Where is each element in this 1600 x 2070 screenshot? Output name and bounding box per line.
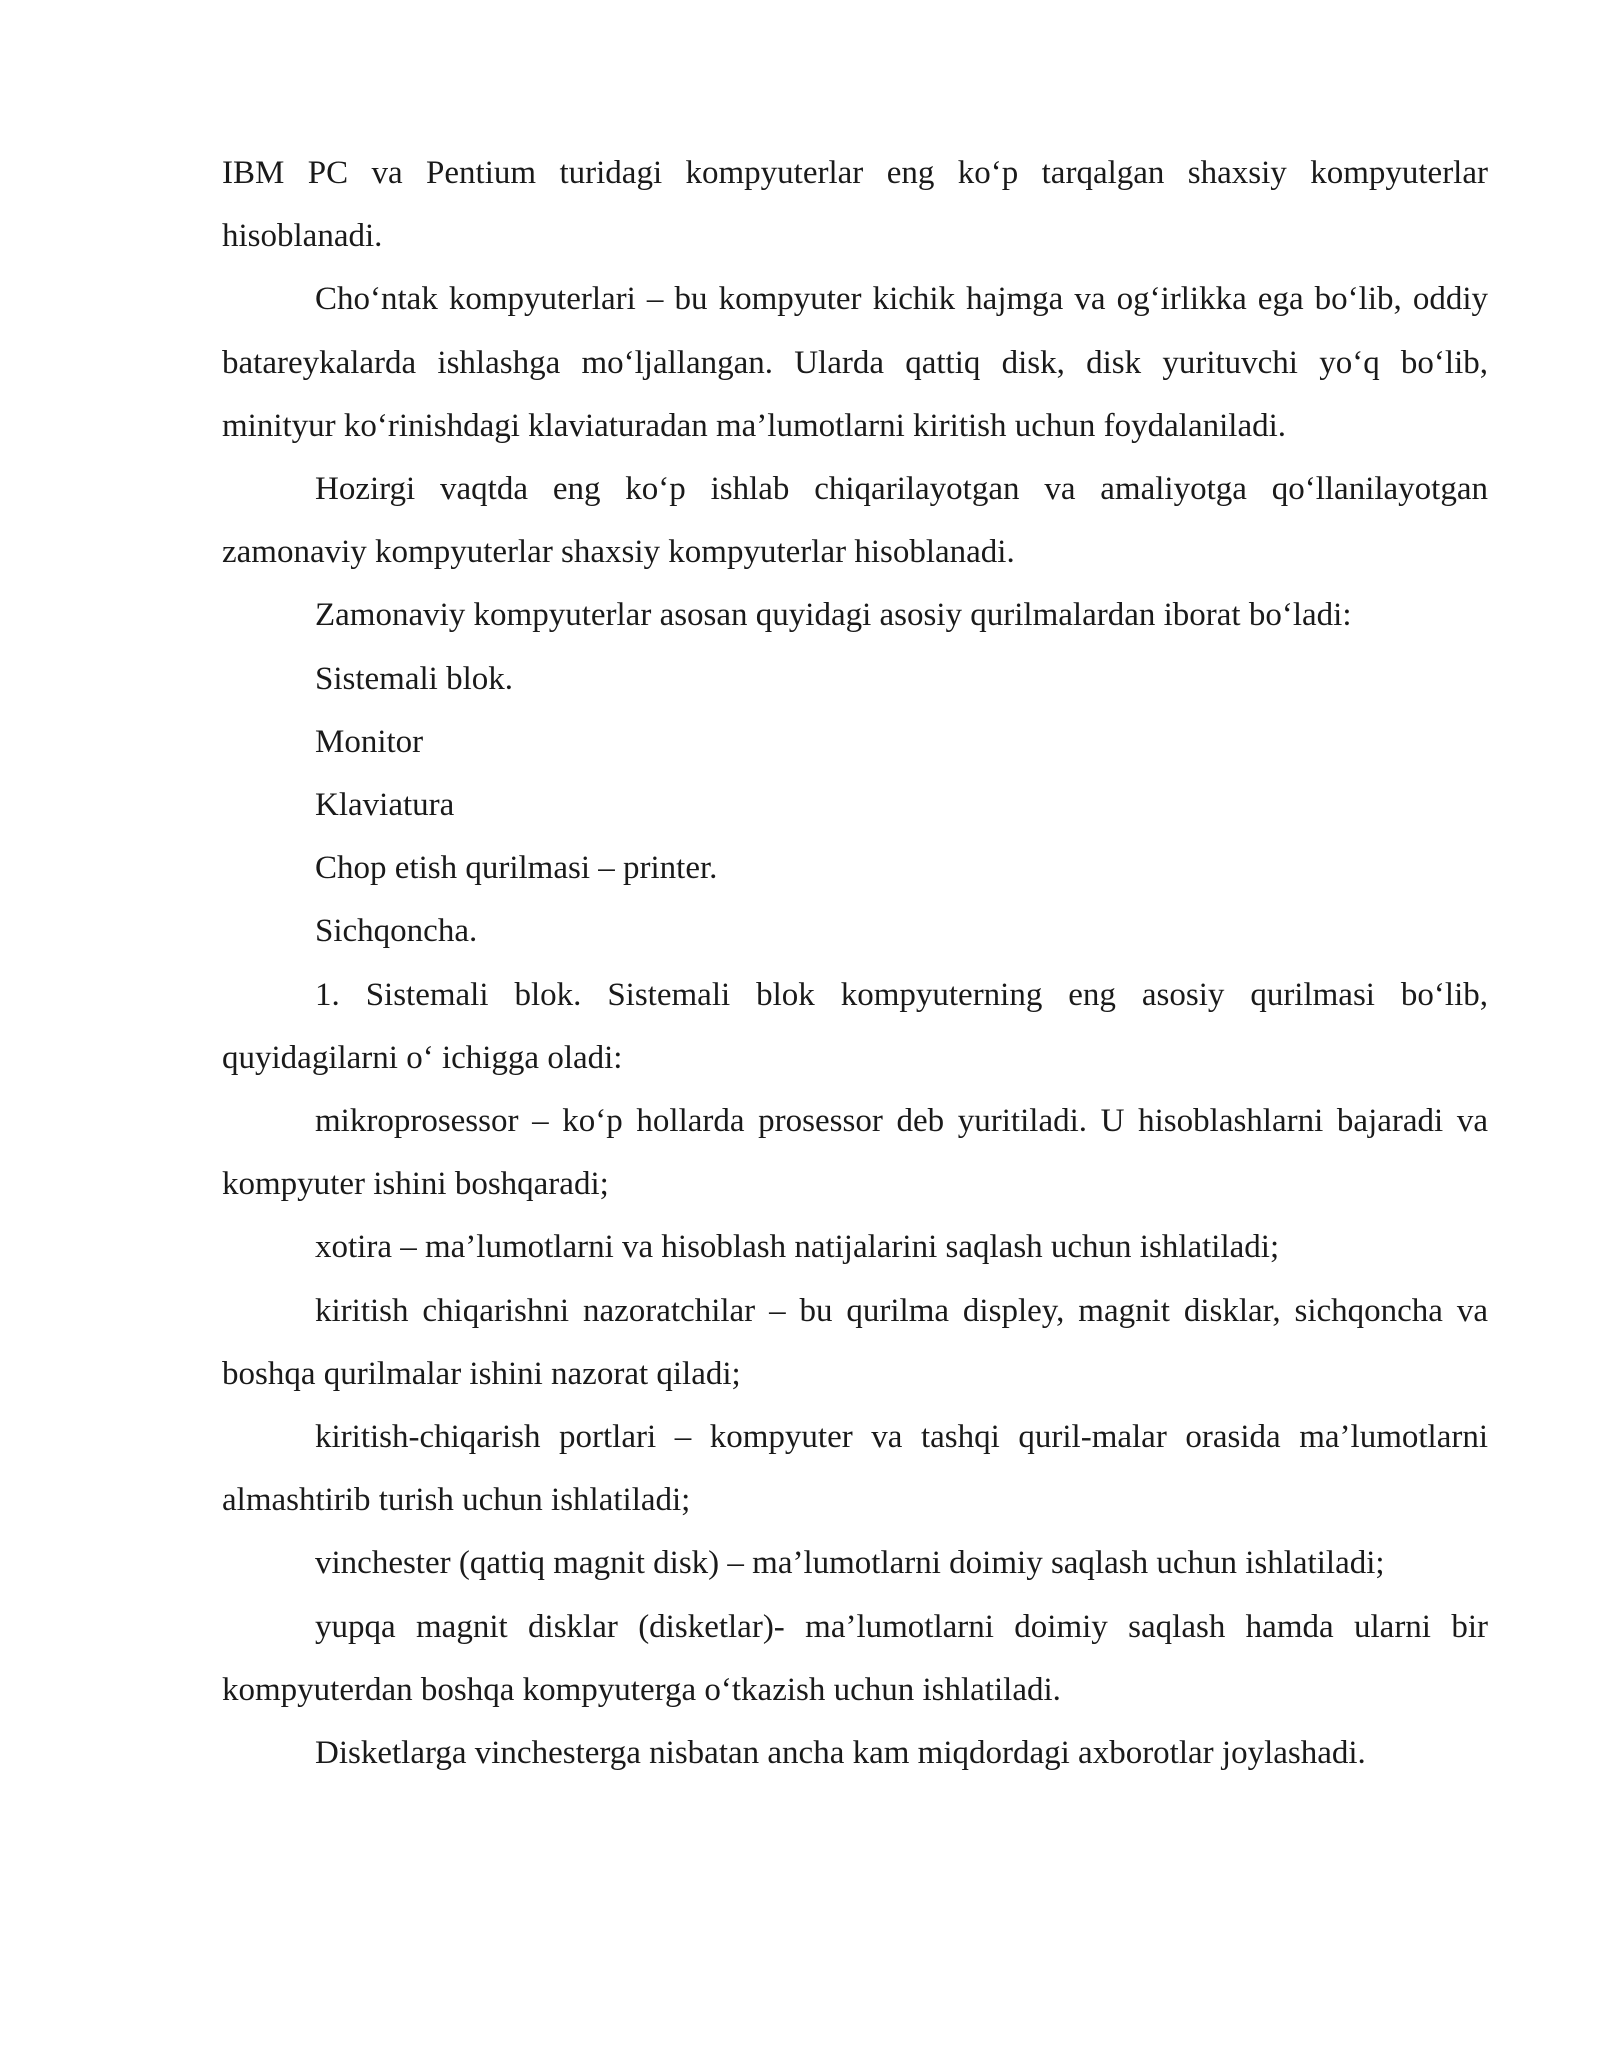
list-item-keyboard: Klaviatura [315, 787, 455, 824]
paragraph-modern-computers: Hozirgi vaqtda eng ko‘p ishlab chiqarilayotgan va amaliyotga qo‘llanilayotgan zamonaviy kompyuterlar shaxsiy kompyuterlar hisoblanadi. [222, 471, 1488, 571]
list-item-mouse: Sichqoncha. [315, 913, 478, 950]
paragraph-intro: IBM PC va Pentium turidagi kompyuterlar eng ko‘p tarqalgan shaxsiy kompyuterlar hisoblanadi. [222, 155, 1488, 255]
paragraph-memory: xotira – ma’lumotlarni va hisoblash natijalarini saqlash uchun ishlatiladi; [315, 1229, 1280, 1266]
paragraph-system-block: 1. Sistemali blok. Sistemali blok kompyuterning eng asosiy qurilmasi bo‘lib, quyidagilarni o‘ ichigga oladi: [222, 976, 1488, 1076]
list-item-system-block: Sistemali blok. [315, 660, 513, 697]
paragraph-pocket-computers: Cho‘ntak kompyuterlari – bu kompyuter kichik hajmga va og‘irlikka ega bo‘lib, oddiy batareykalarda ishlashga mo‘ljallangan. Ularda qattiq disk, disk yurituvchi yo‘q bo‘lib, minityur ko‘rinishdagi klaviaturadan ma’lumotlarni kiritish uchun foydalaniladi. [222, 281, 1488, 444]
paragraph-io-controllers: kiritish chiqarishni nazoratchilar – bu qurilma displey, magnit disklar, sichqoncha va boshqa qurilmalar ishini nazorat qiladi; [222, 1292, 1488, 1392]
paragraph-devices-intro: Zamonaviy kompyuterlar asosan quyidagi asosiy qurilmalardan iborat bo‘ladi: [315, 597, 1352, 634]
list-item-printer: Chop etish qurilmasi – printer. [315, 850, 718, 887]
paragraph-floppy-disks: yupqa magnit disklar (disketlar)- ma’lumotlarni doimiy saqlash hamda ularni bir kompyuterdan boshqa kompyuterga o‘tkazish uchun ishlatiladi. [222, 1608, 1488, 1708]
paragraph-microprocessor: mikroprosessor – ko‘p hollarda prosessor deb yuritiladi. U hisoblashlarni bajaradi va kompyuter ishini boshqaradi; [222, 1103, 1488, 1203]
document-page [222, 142, 1488, 1785]
paragraph-io-ports: kiritish-chiqarish portlari – kompyuter va tashqi quril-malar orasida ma’lumotlarni almashtirib turish uchun ishlatiladi; [222, 1419, 1488, 1519]
paragraph-hard-disk: vinchester (qattiq magnit disk) – ma’lumotlarni doimiy saqlash uchun ishlatiladi; [315, 1545, 1385, 1582]
paragraph-floppy-capacity: Disketlarga vinchesterga nisbatan ancha kam miqdordagi axborotlar joylashadi. [315, 1735, 1366, 1772]
list-item-monitor: Monitor [315, 723, 424, 760]
